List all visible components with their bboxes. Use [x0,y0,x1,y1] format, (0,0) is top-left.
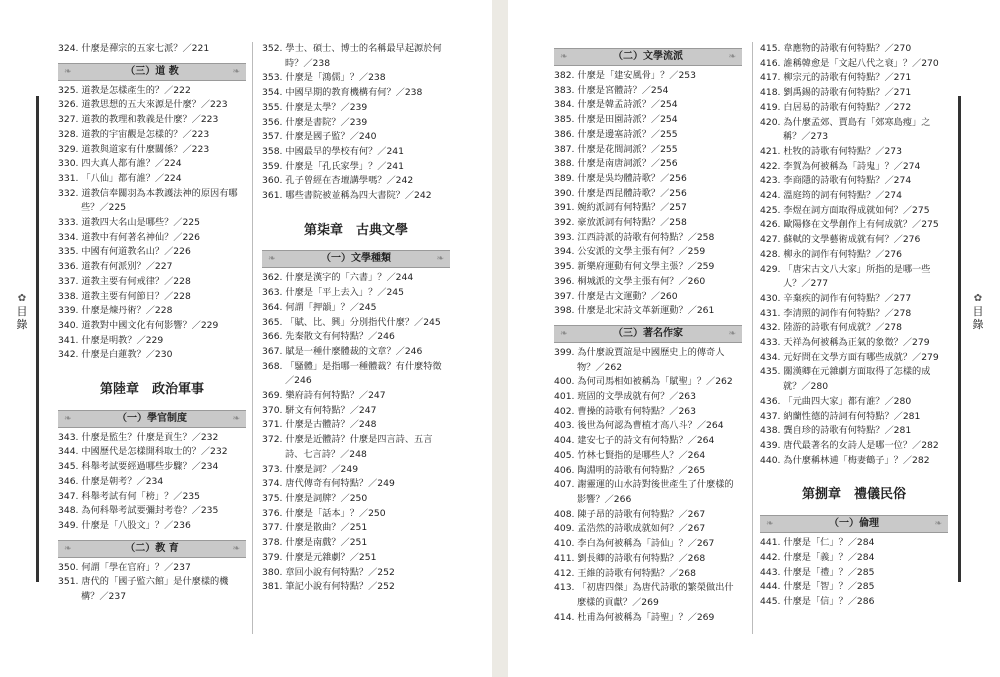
toc-entry[interactable]: 376. 什麼是「話本」？／250 [262,507,386,519]
toc-entry[interactable]: 340. 道教對中國文化有何影響？／229 [58,319,219,331]
toc-entry[interactable]: 419. 白居易的詩歌有何特點？／272 [760,101,912,113]
toc-entry[interactable]: 330. 四大真人都有誰？／224 [58,158,182,170]
toc-entry[interactable]: 387. 什麼是花間詞派？／255 [554,143,678,155]
toc-entry[interactable]: 426. 歐陽修在文學創作上有何成就？／275 [760,219,939,231]
toc-entry[interactable]: 409. 孟浩然的詩歌成就如何？／267 [554,523,706,535]
toc-entry[interactable]: 420. 為什麼孟郊、賈島有「郊寒島瘦」之稱？／273 [760,116,931,143]
section-heading [554,48,742,66]
toc-entry[interactable]: 430. 辛棄疾的詞作有何特點？／277 [760,292,912,304]
toc-entry[interactable]: 372. 什麼是近體詩？什麼是四言詩、五言詩、七言詩？／248 [262,434,433,460]
cloud-ornament-icon: ✿ [973,293,983,304]
toc-entry[interactable]: 412. 王維的詩歌有何特點？／268 [554,567,696,579]
toc-entry[interactable]: 334. 道教中有何著名神仙？／226 [58,231,200,243]
ornament-icon: ❧ [766,519,774,530]
section-heading-text: （二）教 育 [125,542,179,554]
toc-entry[interactable]: 443. 什麼是「禮」？／285 [760,566,875,578]
toc-column [760,42,948,610]
toc-entry[interactable]: 403. 後世為何認為曹植才高八斗？／264 [554,420,724,432]
toc-entry[interactable]: 379. 什麼是元雜劇？／251 [262,551,377,563]
toc-entry[interactable]: 344. 中國歷代是怎樣開科取士的？／232 [58,446,228,458]
right-page [508,0,1000,677]
toc-entry[interactable]: 440. 為什麼稱林逋「梅妻鶴子」？／282 [760,454,930,466]
toc-entry[interactable]: 390. 什麼是西昆體詩歌？／256 [554,187,687,199]
toc-entry[interactable]: 374. 唐代傳奇有何特點？／249 [262,478,395,490]
toc-entry[interactable]: 329. 道教與道家有什麼關係？／223 [58,143,210,155]
section-heading-text: （三）著名作家 [613,327,683,339]
toc-entry[interactable]: 428. 柳永的詞作有何特點？／276 [760,248,902,260]
toc-entry[interactable]: 406. 陶淵明的詩歌有何特點？／265 [554,464,706,476]
page-edge-bar [36,96,39,582]
toc-entry[interactable]: 416. 誰稱韓愈是「文起八代之衰」？／270 [760,57,939,69]
side-tab [12,292,32,334]
toc-entry[interactable]: 421. 杜牧的詩歌有何特點？／273 [760,145,902,157]
toc-entry[interactable]: 385. 什麼是田園詩派？／254 [554,114,678,126]
toc-entry[interactable]: 434. 元好問在文學方面有哪些成就？／279 [760,351,939,363]
toc-entry[interactable]: 418. 劉禹錫的詩歌有何特點？／271 [760,87,912,99]
toc-entry[interactable]: 398. 什麼是北宋詩文革新運動？／261 [554,305,715,317]
section-heading [760,515,948,533]
toc-entry[interactable]: 366. 先秦散文有何特點？／246 [262,331,395,343]
toc-entry[interactable]: 400. 為何司馬相如被稱為「賦聖」？／262 [554,376,733,388]
toc-entry[interactable]: 349. 什麼是「八股文」？／236 [58,519,191,531]
ornament-icon: ❧ [64,413,72,424]
toc-entry[interactable]: 351. 唐代的「國子監六館」是什麼樣的機構？／237 [58,576,229,603]
toc-entry[interactable]: 424. 溫庭筠的詞有何特點？／274 [760,190,902,202]
toc-entry[interactable]: 396. 桐城派的文學主張有何？／260 [554,275,706,287]
toc-entry[interactable]: 350. 何謂「學在官府」？／237 [58,561,191,573]
toc-entry[interactable]: 392. 豪放派詞有何特點？／258 [554,217,687,229]
toc-entry[interactable]: 347. 科舉考試有何「榜」？／235 [58,490,200,502]
toc-entry[interactable]: 346. 什麼是朝考？／234 [58,475,164,487]
toc-entry[interactable]: 397. 什麼是古文運動？／260 [554,290,678,302]
section-heading [58,63,246,81]
toc-column [262,42,450,595]
ornament-icon: ❧ [560,328,568,339]
toc-entry[interactable]: 359. 什麼是「孔氏家學」？／241 [262,160,404,172]
toc-entry[interactable]: 324. 什麼是禪宗的五家七派？／221 [58,43,210,54]
toc-entry[interactable]: 352. 學士、碩士、博士的名稱最早起源於何時？／238 [262,43,442,69]
ornament-icon: ❧ [232,413,240,424]
toc-entry[interactable]: 332. 道教信奉關羽為本教護法神的原因有哪些？／225 [58,187,238,214]
toc-entry[interactable]: 375. 什麼是詞牌？／250 [262,492,368,504]
toc-entry[interactable]: 356. 什麼是書院？／239 [262,116,368,128]
toc-entry[interactable]: 399. 為什麼說賈誼是中國歷史上的傳奇人物？／262 [554,346,725,373]
toc-entry[interactable]: 369. 樂府詩有何特點？／247 [262,390,386,402]
toc-entry[interactable]: 439. 唐代最著名的女詩人是哪一位？／282 [760,439,939,451]
toc-entry[interactable]: 431. 李清照的詞作有何特點？／278 [760,307,912,319]
side-tab-label: 目錄 [972,305,984,331]
toc-entry[interactable]: 381. 筆記小說有何特點？／252 [262,581,395,593]
column-divider [252,42,253,634]
toc-entry[interactable]: 343. 什麼是監生？什麼是貢生？／232 [58,431,219,443]
toc-entry[interactable]: 373. 什麼是詞？／249 [262,463,359,475]
chapter-heading: 第柒章 古典文學 [303,222,408,238]
toc-column [58,42,246,605]
ornament-icon: ❧ [64,543,72,554]
toc-entry[interactable]: 326. 道教思想的五大來源是什麼？／223 [58,99,228,111]
toc-entry[interactable]: 405. 竹林七賢指的是哪些人？／264 [554,449,706,461]
toc-entry[interactable]: 342. 什麼是白蓮教？／230 [58,349,173,361]
page-edge-bar [958,96,961,582]
toc-entry[interactable]: 433. 天祥為何被稱為正氣的象徵？／279 [760,337,930,349]
toc-entry[interactable]: 402. 曹操的詩歌有何特點？／263 [554,405,696,417]
toc-entry[interactable]: 414. 杜甫為何被稱為「詩聖」？／269 [554,611,715,623]
toc-entry[interactable]: 370. 駢文有何特點？／247 [262,404,377,416]
toc-entry[interactable]: 411. 劉長卿的詩歌有何特點？／268 [554,552,706,564]
toc-entry[interactable]: 436. 「元曲四大家」都有誰？／280 [760,395,912,407]
ornament-icon: ❧ [436,254,444,265]
ornament-icon: ❧ [64,66,72,77]
toc-entry[interactable]: 377. 什麼是散曲？／251 [262,522,368,534]
toc-entry[interactable]: 410. 李白為何被稱為「詩仙」？／267 [554,538,715,550]
toc-entry[interactable]: 383. 什麼是宮體詩？／254 [554,84,669,96]
toc-entry[interactable]: 378. 什麼是南戲？／251 [262,537,368,549]
ornament-icon: ❧ [232,66,240,77]
ornament-icon: ❧ [560,52,568,62]
toc-entry[interactable]: 380. 章回小說有何特點？／252 [262,566,395,578]
toc-entry[interactable]: 391. 婉約派詞有何特點？／257 [554,202,687,214]
toc-entry[interactable]: 358. 中國最早的學校有何？／241 [262,145,404,157]
toc-entry[interactable]: 435. 關漢卿在元雜劇方面取得了怎樣的成就？／280 [760,366,931,393]
toc-entry[interactable]: 445. 什麼是「信」？／286 [760,595,875,607]
toc-entry[interactable]: 354. 中國早期的教育機構有何？／238 [262,87,423,99]
left-page [0,0,492,677]
section-heading-text: （一）學官制度 [117,412,187,424]
toc-entry[interactable]: 325. 道教是怎樣產生的？／222 [58,84,191,96]
toc-entry[interactable]: 365. 「賦、比、興」分別指代什麼？／245 [262,316,441,328]
toc-entry[interactable]: 333. 道教四大名山是哪些？／225 [58,217,200,229]
section-heading [554,325,742,343]
toc-entry[interactable]: 425. 李煜在詞方面取得成就如何？／275 [760,204,930,216]
toc-entry[interactable]: 427. 蘇軾的文學藝術成就有何？／276 [760,234,921,246]
column-divider [752,42,753,634]
side-tab-label: 目錄 [16,305,28,331]
toc-entry[interactable]: 348. 為何科舉考試要彌封考卷？／235 [58,505,219,517]
toc-entry[interactable]: 335. 中國有何道教名山？／226 [58,246,191,258]
section-heading-text: （一）文學種類 [321,253,391,265]
toc-entry[interactable]: 382. 什麼是「建安風骨」？／253 [554,70,696,81]
toc-entry[interactable]: 404. 建安七子的詩文有何特點？／264 [554,435,715,447]
cloud-ornament-icon: ✿ [17,293,27,304]
book-spine [492,0,508,677]
toc-entry[interactable]: 360. 孔子曾經在杏壇講學嗎？／242 [262,175,414,187]
toc-entry[interactable]: 327. 道教的教理和教義是什麼？／223 [58,114,219,126]
toc-entry[interactable]: 336. 道教有何派別？／227 [58,261,173,273]
ornament-icon: ❧ [728,328,736,339]
section-heading [262,250,450,268]
toc-entry[interactable]: 394. 公安派的文學主張有何？／259 [554,246,706,258]
toc-entry[interactable]: 353. 什麼是「鴻儒」？／238 [262,72,386,84]
toc-entry[interactable]: 389. 什麼是吳均體詩歌？／256 [554,172,687,184]
toc-entry[interactable]: 331. 「八仙」都有誰？／224 [58,172,182,184]
toc-entry[interactable]: 355. 什麼是太學？／239 [262,101,368,113]
toc-entry[interactable]: 341. 什麼是明教？／229 [58,334,164,346]
toc-entry[interactable]: 442. 什麼是「義」？／284 [760,551,875,563]
section-heading [58,410,246,428]
toc-entry[interactable]: 386. 什麼是邊塞詩派？／255 [554,128,678,140]
toc-entry[interactable]: 437. 納蘭性德的詩詞有何特點？／281 [760,410,921,422]
toc-entry[interactable]: 415. 韋應物的詩歌有何特點？／270 [760,43,912,54]
toc-entry[interactable]: 422. 李賀為何被稱為「詩鬼」？／274 [760,160,921,172]
section-heading-text: （二）文學流派 [613,51,683,62]
toc-entry[interactable]: 441. 什麼是「仁」？／284 [760,537,875,549]
toc-entry[interactable]: 423. 李商隱的詩歌有何特點？／274 [760,175,912,187]
ornament-icon: ❧ [934,519,942,530]
chapter-heading: 第陸章 政治軍事 [99,382,204,398]
toc-entry[interactable]: 328. 道教的宇宙觀是怎樣的？／223 [58,128,210,140]
toc-entry[interactable]: 408. 陳子昂的詩歌有何特點？／267 [554,508,706,520]
toc-entry[interactable]: 417. 柳宗元的詩歌有何特點？／271 [760,72,912,84]
toc-entry[interactable]: 438. 龔自珍的詩歌有何特點？／281 [760,425,912,437]
ornament-icon: ❧ [232,543,240,554]
ornament-icon: ❧ [268,254,276,265]
toc-entry[interactable]: 432. 陸游的詩歌有何成就？／278 [760,322,902,334]
toc-entry[interactable]: 363. 什麼是「平上去入」？／245 [262,287,404,299]
chapter-heading: 第捌章 禮儀民俗 [801,487,906,503]
toc-column [554,42,742,625]
toc-entry[interactable]: 362. 什麼是漢字的「六書」？／244 [262,272,414,284]
toc-entry[interactable]: 413. 「初唐四傑」為唐代詩歌的繁榮做出什麼樣的貢獻？／269 [554,582,734,608]
section-heading [58,540,246,558]
toc-entry[interactable]: 357. 什麼是國子監？／240 [262,131,377,143]
toc-entry[interactable]: 345. 科舉考試要經過哪些步驟？／234 [58,461,219,473]
toc-entry[interactable]: 444. 什麼是「智」？／285 [760,581,875,593]
toc-entry[interactable]: 337. 道教主要有何戒律？／228 [58,275,191,287]
section-heading-text: （三）道 教 [125,65,179,77]
toc-entry[interactable]: 388. 什麼是南唐詞派？／256 [554,158,678,170]
toc-entry[interactable]: 384. 什麼是韓孟詩派？／254 [554,99,678,111]
side-tab [968,292,988,334]
toc-entry[interactable]: 339. 什麼是煉丹術？／228 [58,305,173,317]
toc-entry[interactable]: 361. 哪些書院被並稱為四大書院？／242 [262,190,432,202]
toc-entry[interactable]: 371. 什麼是古體詩？／248 [262,419,377,431]
toc-entry[interactable]: 429. 「唐宋古文八大家」所指的是哪一些人？／277 [760,263,931,290]
toc-entry[interactable]: 367. 賦是一種什麼體裁的文章？／246 [262,345,423,357]
toc-entry[interactable]: 401. 班固的文學成就有何？／263 [554,391,696,403]
toc-entry[interactable]: 364. 何謂「押韻」？／245 [262,301,377,313]
toc-entry[interactable]: 338. 道教主要有何節日？／228 [58,290,191,302]
toc-entry[interactable]: 395. 新樂府運動有何文學主張？／259 [554,261,715,273]
toc-entry[interactable]: 407. 謝靈運的山水詩對後世產生了什麼樣的影響？／266 [554,479,734,505]
toc-entry[interactable]: 368. 「騷體」是指哪一種體裁？有什麼特徵／246 [262,360,442,387]
ornament-icon: ❧ [728,52,736,62]
toc-entry[interactable]: 393. 江西詩派的詩歌有何特點？／258 [554,231,715,243]
section-heading-text: （一）倫理 [829,518,879,530]
